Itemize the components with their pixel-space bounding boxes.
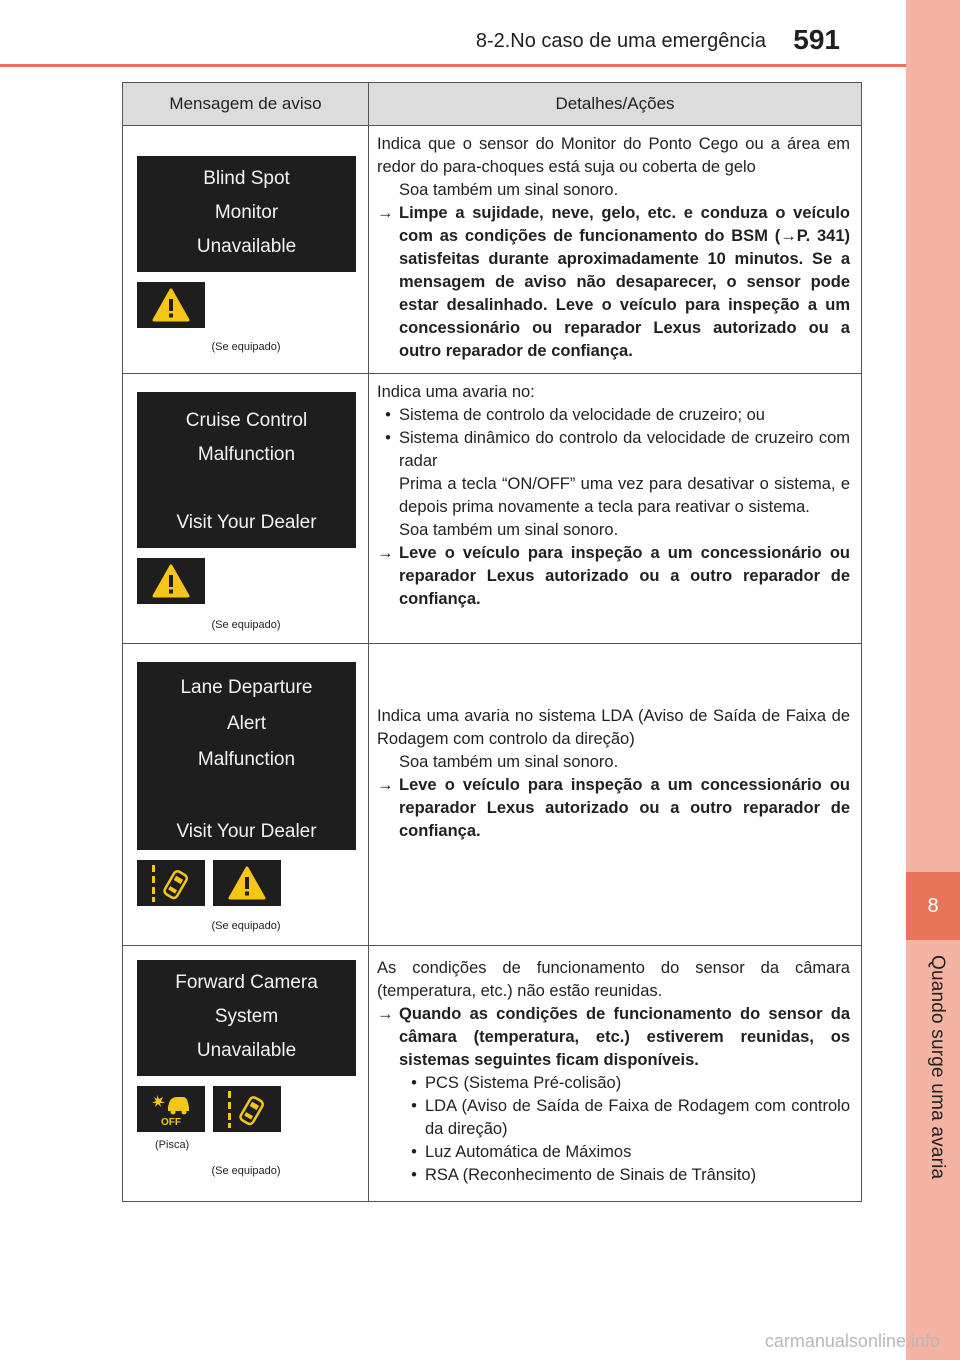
table-header-row [123,83,862,126]
panel-line: System [214,1006,279,1027]
lane-departure-icon [137,860,205,906]
action-text: Leve o veículo para inspeção a um concessionário ou reparador Lexus autorizado ou a outro reparador de confiança. [399,775,850,840]
display-panel-blind-spot [137,156,356,272]
warning-message-table [122,82,862,1202]
off-badge: OFF [161,1116,181,1128]
panel-line: Malfunction [197,749,296,770]
warning-triangle-icon [137,558,205,604]
table-row [123,374,862,644]
bullet-text: Sistema dinâmico do controlo da velocidade de cruzeiro com radar [399,429,850,470]
list-item [377,427,850,473]
list-item [377,1141,850,1164]
bullet-text: Sistema de controlo da velocidade de cruzeiro; ou [399,406,765,424]
panel-line: Visit Your Dealer [176,512,317,533]
message-cell [123,126,369,374]
action-text: Quando as condições de funcionamento do sensor da câmara (temperatura, etc.) estiverem reunidas, os sistemas seguintes ficam disponíveis. [399,1005,850,1069]
details-cell [369,644,862,946]
list-item [377,404,850,427]
detail-sound: Soa também um sinal sonoro. [399,521,619,539]
bullet-glyph: • [411,1166,417,1184]
bullet-glyph: • [411,1097,417,1115]
panel-line: Malfunction [197,444,296,465]
details-cell [369,126,862,374]
chapter-title: Quando surge uma avaria [927,955,948,1180]
message-cell [123,946,369,1202]
lane-departure-icon [213,1086,281,1132]
arrow-glyph: → [377,204,394,222]
bullet-glyph: • [385,429,391,447]
watermark: carmanualsonline.info [764,1331,940,1351]
table-row [123,644,862,946]
caption-if-equipped: (Se equipado) [211,341,281,353]
chapter-number: 8 [906,872,960,940]
panel-line: Unavailable [196,236,297,257]
action-text: Limpe a sujidade, neve, gelo, etc. e conduza o veículo com as condições de funcionamento do BSM (→P. 341) satisfeitas durante aproximadamente 10 minutos. Se a mensagem de aviso não desaparecer, o sensor pode estar desalinhado. Leve o veículo para inspeção a um concessionário ou reparador Lexus autorizado ou a outro reparador de confiança. [399,204,850,360]
page-header [0,0,906,67]
panel-line: Blind Spot [203,168,290,189]
warning-triangle-icon [137,282,205,328]
table-row [123,946,862,1202]
detail-text: Indica que o sensor do Monitor do Ponto Cego ou a área em redor do para-choques está suja ou coberta de gelo [377,135,850,176]
panel-line: Monitor [214,202,279,223]
panel-line: Visit Your Dealer [176,821,317,842]
bullet-glyph: • [385,406,391,424]
panel-line: Alert [226,713,267,734]
panel-line [137,472,356,506]
page-number: 591 [793,24,840,55]
caption-if-equipped: (Se equipado) [211,920,281,932]
warning-triangle-icon [213,860,281,906]
detail-action [377,202,850,363]
detail-text: Indica uma avaria no sistema LDA (Aviso de Saída de Faixa de Rodagem com controlo da direção) [377,706,850,748]
panel-line [137,778,356,814]
pcs-off-icon [137,1086,205,1132]
detail-text: Indica uma avaria no: [377,383,535,401]
column-header-details: Detalhes/Ações [369,83,862,126]
bullet-glyph: • [411,1074,417,1092]
detail-text: As condições de funcionamento do sensor da câmara (temperatura, etc.) não estão reunidas. [377,959,850,1000]
display-panel-forward-camera [137,960,356,1076]
column-header-message: Mensagem de aviso [123,83,369,126]
display-panel-cruise-control [137,392,356,548]
details-cell [369,946,862,1202]
arrow-glyph: → [377,544,394,562]
display-panel-lane-departure [137,662,356,850]
caption-if-equipped: (Se equipado) [211,1165,281,1177]
panel-line: Forward Camera [175,972,318,993]
detail-sound: Soa também um sinal sonoro. [399,181,619,199]
list-item [377,1164,850,1187]
detail-sound: Soa também um sinal sonoro. [399,752,619,771]
detail-action [377,542,850,611]
bullet-text: RSA (Reconhecimento de Sinais de Trânsito) [425,1166,757,1184]
arrow-glyph: → [377,775,394,794]
table-row [123,126,862,374]
list-item [377,1095,850,1141]
detail-action [377,774,850,843]
bullet-text: LDA (Aviso de Saída de Faixa de Rodagem com controlo da direção) [425,1097,850,1138]
arrow-glyph: → [377,1005,394,1023]
detail-note: Prima a tecla “ON/OFF” uma vez para desativar o sistema, e depois prima novamente a tecla para reativar o sistema. [399,475,850,516]
message-cell [123,644,369,946]
panel-line: Lane Departure [180,677,313,698]
section-title: 8-2.No caso de uma emergência [475,30,766,52]
bullet-text: Luz Automática de Máximos [425,1143,632,1161]
list-item [377,1072,850,1095]
panel-line: Cruise Control [185,410,308,431]
caption-blinks: (Pisca) [155,1139,190,1151]
detail-action [377,1003,850,1072]
bullet-glyph: • [411,1143,417,1161]
action-text: Leve o veículo para inspeção a um concessionário ou reparador Lexus autorizado ou a outro reparador de confiança. [399,544,850,608]
bullet-text: PCS (Sistema Pré-colisão) [425,1074,622,1092]
panel-line: Unavailable [196,1040,297,1061]
caption-if-equipped: (Se equipado) [211,619,281,631]
details-cell [369,374,862,644]
message-cell [123,374,369,644]
